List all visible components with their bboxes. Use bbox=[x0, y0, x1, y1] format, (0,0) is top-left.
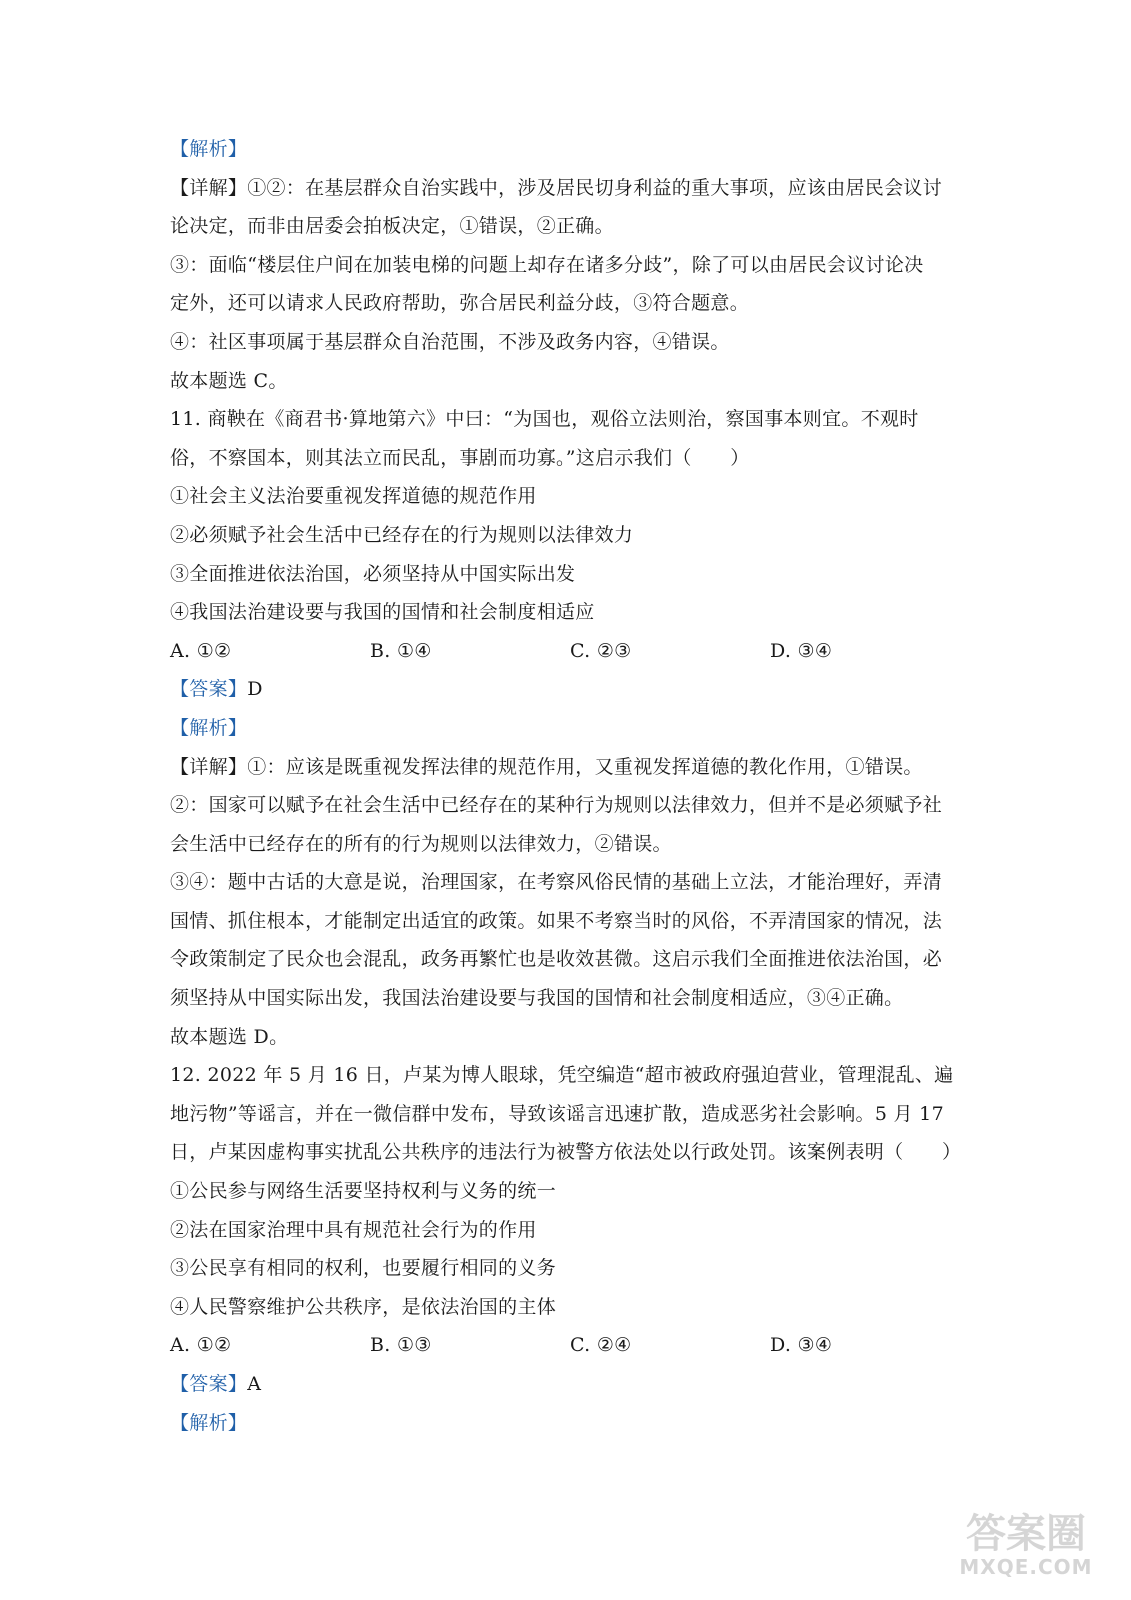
q12-answer bbox=[170, 1365, 970, 1404]
q12-option-d: D. ③④ bbox=[770, 1334, 833, 1357]
q10-detail-line: ③：面临“楼层住户间在加装电梯的问题上却存在诸多分歧”，除了可以由居民会议讨论决 bbox=[170, 253, 924, 276]
q10-detail-line: 【详解】①②：在基层群众自治实践中，涉及居民切身利益的重大事项，应该由居民会议讨 bbox=[170, 176, 943, 199]
q11-answer bbox=[170, 670, 970, 709]
q11-stem-line: 俗，不察国本，则其法立而民乱，事剧而功寡。”这启示我们（ ） bbox=[170, 446, 750, 469]
q12-statement: ③公民享有相同的权利，也要履行相同的义务 bbox=[170, 1257, 557, 1280]
q12-option-c: C. ②④ bbox=[570, 1334, 632, 1357]
q11-option-c: C. ②③ bbox=[570, 639, 632, 662]
q11-statement: ①社会主义法治要重视发挥道德的规范作用 bbox=[170, 485, 537, 508]
q11-detail-line: ③④：题中古话的大意是说，治理国家，在考察风俗民情的基础上立法，才能治理好，弄清 bbox=[170, 871, 943, 894]
q12-option-a: A. ①② bbox=[170, 1334, 232, 1357]
q11-conclusion: 故本题选 D。 bbox=[170, 1025, 289, 1048]
q11-statement: ④我国法治建设要与我国的国情和社会制度相适应 bbox=[170, 601, 595, 624]
answer-value: D bbox=[247, 678, 263, 701]
q12-stem-line: 地污物”等谣言，并在一微信群中发布，导致该谣言迅速扩散，造成恶劣社会影响。5 月 17 bbox=[170, 1102, 944, 1125]
q11-option-b: B. ①④ bbox=[370, 639, 432, 662]
q12-statement: ④人民警察维护公共秩序，是依法治国的主体 bbox=[170, 1295, 557, 1318]
q11-detail-line: 须坚持从中国实际出发，我国法治建设要与我国的国情和社会制度相适应，③④正确。 bbox=[170, 987, 904, 1010]
q11-option-d: D. ③④ bbox=[770, 639, 833, 662]
q12-statement: ②法在国家治理中具有规范社会行为的作用 bbox=[170, 1218, 537, 1241]
q12-options bbox=[170, 1326, 970, 1365]
answer-tag: 【答案】 bbox=[170, 678, 248, 701]
q10-analysis-heading: 【解析】 bbox=[170, 138, 248, 160]
q10-detail-line: 定外，还可以请求人民政府帮助，弥合居民利益分歧，③符合题意。 bbox=[170, 292, 750, 315]
q12-stem-line: 日，卢某因虚构事实扰乱公共秩序的违法行为被警方依法处以行政处罚。该案例表明（ ） bbox=[170, 1141, 962, 1164]
q12-option-b: B. ①③ bbox=[370, 1334, 432, 1357]
q11-analysis-heading: 【解析】 bbox=[170, 716, 248, 739]
q11-detail-line: 国情、抓住根本，才能制定出适宜的政策。如果不考察当时的风俗，不弄清国家的情况，法 bbox=[170, 909, 943, 932]
q11-detail-line: ②：国家可以赋予在社会生活中已经存在的某种行为规则以法律效力，但并不是必须赋予社 bbox=[170, 794, 943, 817]
watermark-logo bbox=[951, 1512, 1101, 1582]
q11-detail-line: 会生活中已经存在的所有的行为规则以法律效力，②错误。 bbox=[170, 832, 672, 855]
q12-analysis-heading: 【解析】 bbox=[170, 1411, 248, 1434]
q10-detail-line: 论决定，而非由居委会拍板决定，①错误，②正确。 bbox=[170, 215, 614, 238]
q11-stem-line: 11. 商鞅在《商君书·算地第六》中曰：“为国也，观俗立法则治，察国事本则宜。不观时 bbox=[170, 408, 919, 431]
q10-detail-line: ④：社区事项属于基层群众自治范围，不涉及政务内容，④错误。 bbox=[170, 330, 730, 353]
q11-options bbox=[170, 632, 970, 671]
q11-option-a: A. ①② bbox=[170, 639, 232, 662]
q10-conclusion: 故本题选 C。 bbox=[170, 369, 288, 392]
q11-statement: ③全面推进依法治国，必须坚持从中国实际出发 bbox=[170, 562, 576, 585]
watermark-domain: MXQE.COM bbox=[959, 1555, 1093, 1579]
answer-tag: 【答案】 bbox=[170, 1373, 248, 1395]
q12-statement: ①公民参与网络生活要坚持权利与义务的统一 bbox=[170, 1180, 557, 1203]
q11-statement: ②必须赋予社会生活中已经存在的行为规则以法律效力 bbox=[170, 523, 634, 546]
q11-detail-line: 【详解】①：应该是既重视发挥法律的规范作用，又重视发挥道德的教化作用，①错误。 bbox=[170, 755, 923, 778]
answer-value: A bbox=[247, 1373, 262, 1395]
watermark-title: 答案圈 bbox=[966, 1511, 1086, 1557]
q12-stem-line: 12. 2022 年 5 月 16 日，卢某为博人眼球，凭空编造“超市被政府强迫营业，管理混乱、遍 bbox=[170, 1064, 954, 1087]
document-page bbox=[170, 130, 970, 1442]
q11-detail-line: 令政策制定了民众也会混乱，政务再繁忙也是收效甚微。这启示我们全面推进依法治国，必 bbox=[170, 948, 943, 971]
